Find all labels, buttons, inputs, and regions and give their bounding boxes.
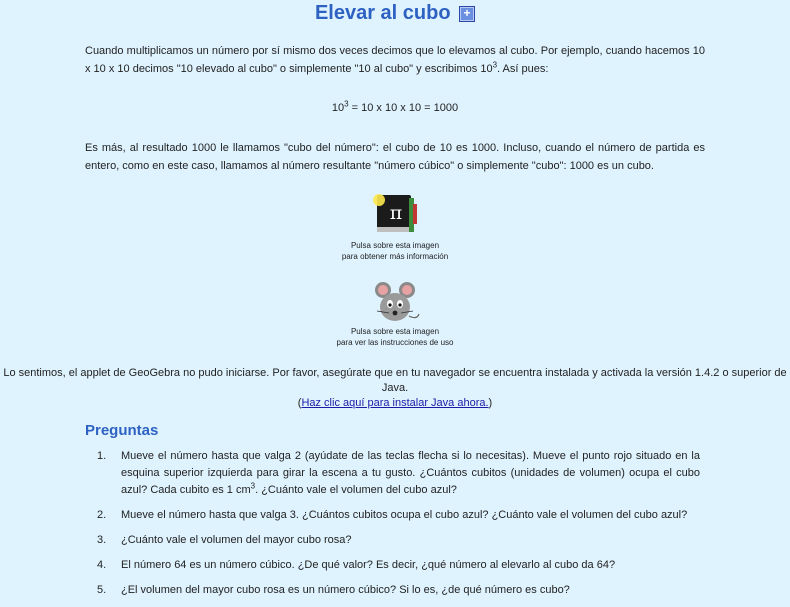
mouse-icon[interactable] [369,280,421,324]
intro-text-a: Cuando multiplicamos un número por sí mismo dos veces decimos que lo elevamos al cubo. Por ejemplo, cuando hacemos 10 x 10 x 10 decimos "10 elevado al cubo" o simplemente "10 al cubo" y escribimos 10 [85,45,705,75]
questions-list [85,448,700,607]
cube-paragraph: Es más, al resultado 1000 le llamamos "cubo del número": el cubo de 10 es 1000. Incluso, cuando el número de partida es entero, como en este caso, llamamos al número resultante "número cúbico" o simplemente "cubo": 1000 es un cubo. [85,142,705,172]
install-java-link[interactable]: Haz clic aquí para instalar Java ahora. [301,397,489,409]
info-caption-line1: Pulsa sobre esta imagen [350,241,440,250]
help-caption-line2: para ver las instrucciones de uso [336,338,454,347]
java-message-text: Lo sentimos, el applet de GeoGebra no pudo iniciarse. Por favor, asegúrate que en tu navegador se encuentra instalada y activada la versión 1.4.2 o superior de Java. [3,367,787,394]
question-item [85,557,700,574]
question-item [85,582,700,599]
question-item [85,448,700,499]
formula-rest: = 10 x 10 x 10 = 1000 [348,102,459,114]
formula [0,99,790,114]
intro-paragraph [85,42,705,78]
intro-sup: 3 [492,60,498,70]
help-figure[interactable] [0,280,790,348]
preguntas-title: Preguntas [85,422,159,439]
help-caption-line1: Pulsa sobre esta imagen [350,327,440,336]
pi-book-icon[interactable] [369,192,421,238]
info-figure[interactable] [0,192,790,262]
question-text: Mueve el número hasta que valga 3. ¿Cuántos cubitos ocupa el cubo azul? ¿Cuánto vale el volumen del cubo azul? [121,509,688,521]
java-message [0,366,790,411]
pi-glyph: π [389,202,403,224]
question-text: El número 64 es un número cúbico. ¿De qué valor? Es decir, ¿qué número al elevarlo al cubo da 64? [121,559,616,571]
question-number: 4. [97,559,107,571]
question-text: ¿El volumen del mayor cubo rosa es un número cúbico? Si lo es, ¿de qué número es cubo? [121,584,570,596]
question-text-b: . ¿Cuánto vale el volumen del cubo azul? [255,484,457,496]
paren-open: ( [297,397,302,409]
info-caption-line2: para obtener más información [341,252,449,261]
question-number: 5. [97,584,107,596]
java-install-row [0,396,790,411]
title-row [0,2,790,25]
question-number: 3. [97,534,107,546]
page-title: Elevar al cubo [314,2,451,24]
question-item [85,532,700,549]
question-number: 2. [97,509,107,521]
question-text: ¿Cuánto vale el volumen del mayor cubo rosa? [121,534,352,546]
question-sup: 3 [250,481,256,491]
question-text-a: Mueve el número hasta que valga 2 (ayúdate de las teclas flecha si lo necesitas). Mueve el punto rojo situado en la esquina superior izquierda para girar la escena a tu gusto. ¿Cuántos cubitos (unidades de volumen) ocupa el cubo azul? Cada cubito es 1 cm [121,450,700,496]
intro-text-b: . Así pues: [497,63,549,75]
formula-base: 10 [331,102,345,114]
question-item [85,507,700,524]
paren-close: ) [488,397,493,409]
formula-sup: 3 [344,99,349,109]
question-number: 1. [97,450,107,462]
expand-icon[interactable]: + [459,6,475,22]
